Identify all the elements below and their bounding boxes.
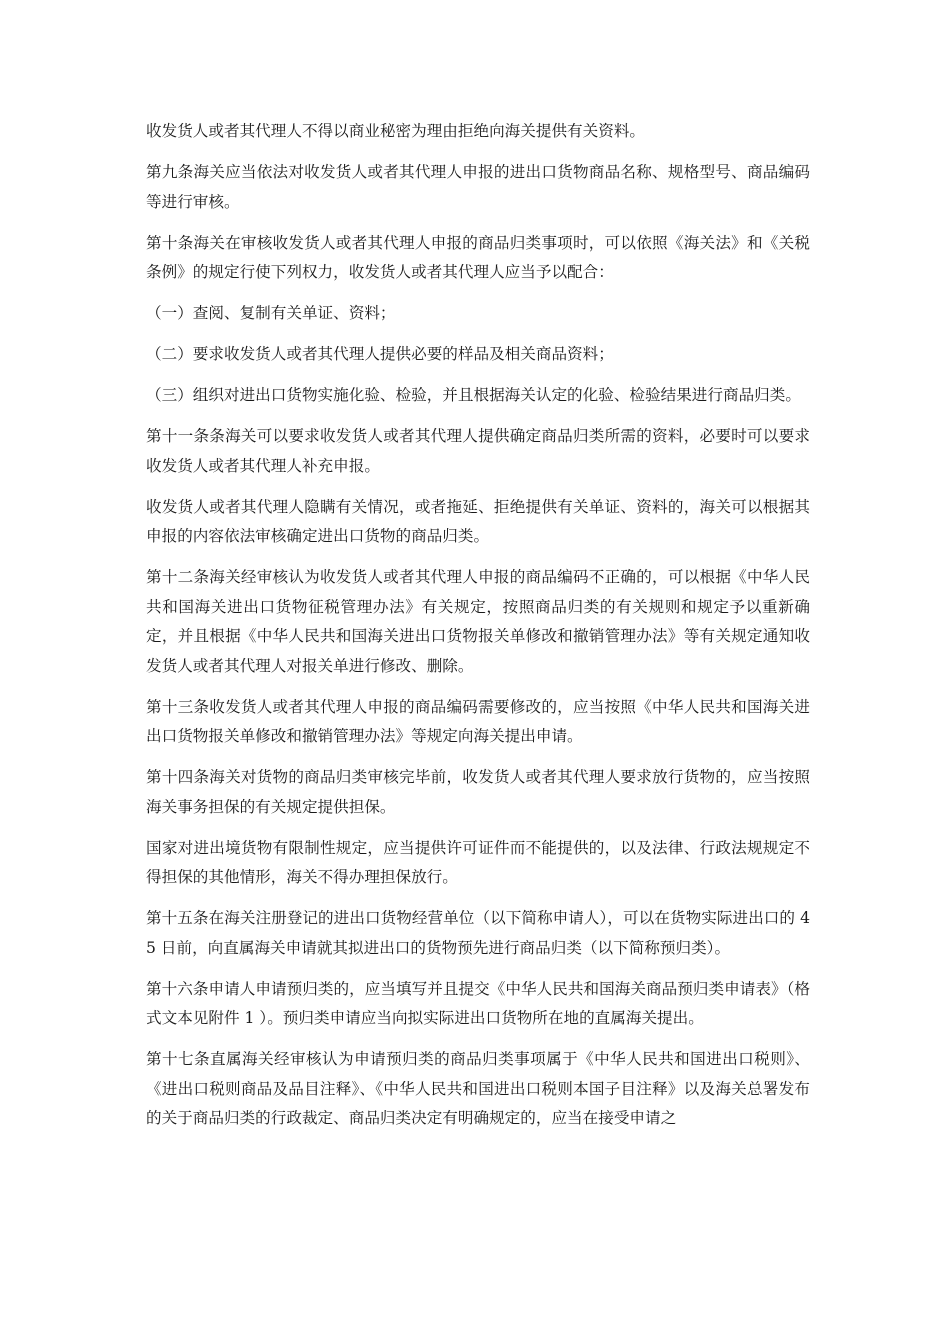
paragraph-5: （二）要求收发货人或者其代理人提供必要的样品及相关商品资料；: [146, 345, 614, 363]
paragraph-4: （一）查阅、复制有关单证、资料；: [146, 304, 396, 322]
document-body: [146, 117, 810, 1145]
paragraph-6: （三）组织对进出口货物实施化验、检验，并且根据海关认定的化验、检验结果进行商品归类。: [146, 386, 801, 404]
paragraph-9: 第十二条海关经审核认为收发货人或者其代理人申报的商品编码不正确的，可以根据《中华人民共和国海关进出口货物征税管理办法》有关规定，按照商品归类的有关规则和规定予以重新确定，并且根据《中华人民共和国海关进出口货物报关单修改和撤销管理办法》等有关规定通知收发货人或者其代理人对报关单进行修改、删除。: [146, 568, 810, 675]
paragraph-10: 第十三条收发货人或者其代理人申报的商品编码需要修改的，应当按照《中华人民共和国海关进出口货物报关单修改和撤销管理办法》等规定向海关提出申请。: [146, 697, 810, 745]
paragraph-15: 第十七条直属海关经审核认为申请预归类的商品归类事项属于《中华人民共和国进出口税则》、《进出口税则商品及品目注释》、《中华人民共和国进出口税则本国子目注释》以及海关总署发布的关于商品归类的行政裁定、商品归类决定有明确规定的，应当在接受申请之: [146, 1050, 810, 1127]
paragraph-11: 第十四条海关对货物的商品归类审核完毕前，收发货人或者其代理人要求放行货物的，应当按照海关事务担保的有关规定提供担保。: [146, 768, 810, 816]
paragraph-7: 第十一条条海关可以要求收发货人或者其代理人提供确定商品归类所需的资料，必要时可以要求收发货人或者其代理人补充申报。: [146, 427, 810, 475]
paragraph-3: 第十条海关在审核收发货人或者其代理人申报的商品归类事项时，可以依照《海关法》和《关税条例》的规定行使下列权力，收发货人或者其代理人应当予以配合：: [146, 233, 810, 281]
paragraph-8: 收发货人或者其代理人隐瞒有关情况，或者拖延、拒绝提供有关单证、资料的，海关可以根据其申报的内容依法审核确定进出口货物的商品归类。: [146, 497, 810, 545]
paragraph-1: 收发货人或者其代理人不得以商业秘密为理由拒绝向海关提供有关资料。: [146, 122, 646, 140]
paragraph-14: 第十六条申请人申请预归类的，应当填写并且提交《中华人民共和国海关商品预归类申请表》（格式文本见附件 1 ）。预归类申请应当向拟实际进出口货物所在地的直属海关提出。: [146, 979, 810, 1027]
paragraph-2: 第九条海关应当依法对收发货人或者其代理人申报的进出口货物商品名称、规格型号、商品编码等进行审核。: [146, 163, 810, 211]
paragraph-12: 国家对进出境货物有限制性规定，应当提供许可证件而不能提供的，以及法律、行政法规规定不得担保的其他情形，海关不得办理担保放行。: [146, 838, 810, 886]
paragraph-13: 第十五条在海关注册登记的进出口货物经营单位（以下简称申请人），可以在货物实际进出口的 45 日前，向直属海关申请就其拟进出口的货物预先进行商品归类（以下简称预归类）。: [146, 909, 810, 957]
